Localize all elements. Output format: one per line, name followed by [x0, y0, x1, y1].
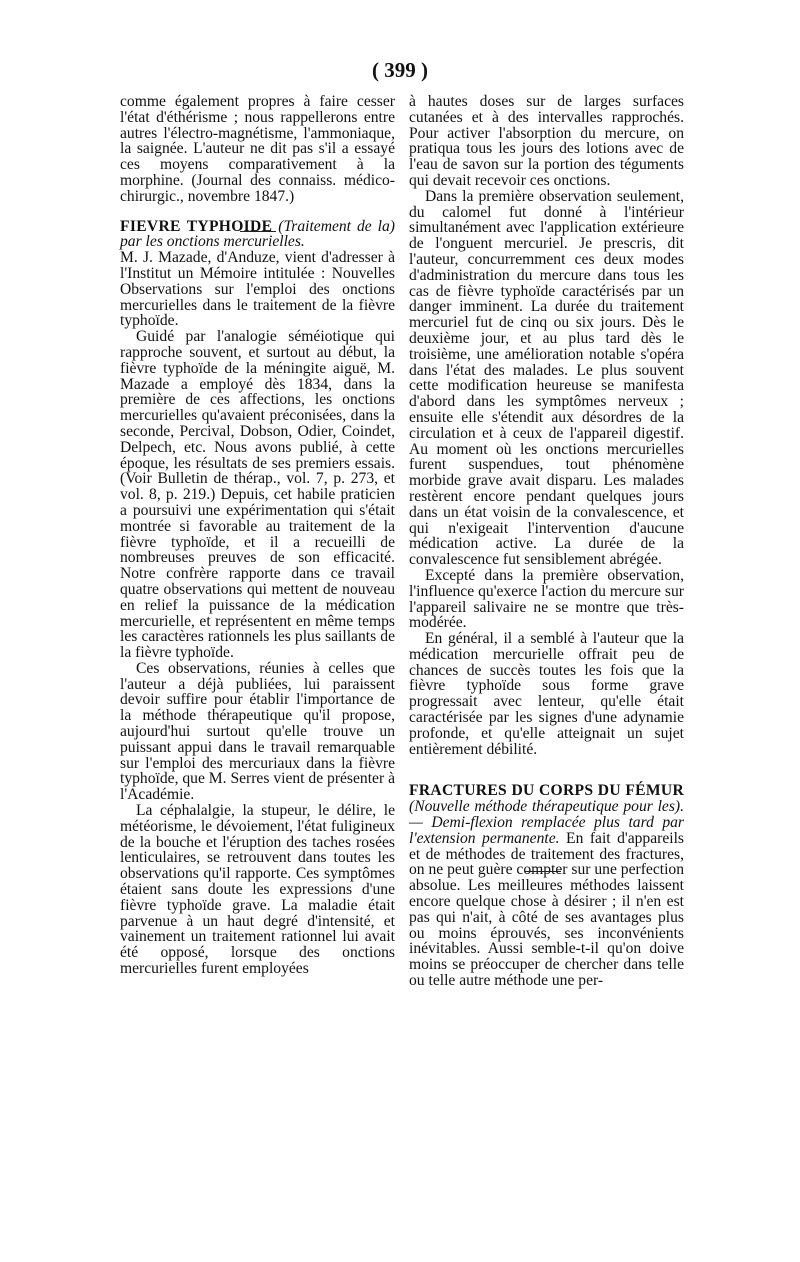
article-subtitle: (Nouvelle méthode thérapeutique pour les). — Demi-flexion remplacée plus tard par l'extension permanente.	[409, 798, 684, 847]
right-column	[409, 94, 684, 989]
body-paragraph: Guidé par l'analogie séméiotique qui rapproche souvent, et surtout au début, la fièvre typhoïde de la méningite aiguë, M. Mazade a employé dès 1834, dans la première de ces affections, les onctions mercurielles qu'avaient préconisées, dans la seconde, Percival, Dobson, Odier, Coindet, Delpech, etc. Nous avons publié, à cette époque, les résultats de ses premiers essais. (Voir Bulletin de thérap., vol. 7, p. 273, et vol. 8, p. 219.) Depuis, cet habile praticien a poursuivi une expérimentation qui s'était montrée si favorable au traitement de la fièvre typhoïde, et il a recueilli de nombreuses preuves de son efficacité. Notre confrère rapporte dans ce travail quatre observations qui mettent de nouveau en relief la puissance de la médication mercurielle, et représentent en même temps les caractères rationnels les plus saillants de la fièvre typhoïde.	[120, 328, 395, 662]
continuation-paragraph: comme également propres à faire cesser l'état d'éthérisme ; nous rappellerons entre autres l'électro-magnétisme, l'ammoniaque, la saignée. L'auteur ne dit pas s'il a essayé ces moyens comparativement à la morphine. (Journal des connaiss. médico-chirurgic., novembre 1847.)	[120, 93, 395, 205]
body-paragraph: à hautes doses sur de larges surfaces cutanées et à des intervalles rapprochés. Pour activer l'absorption du mercure, on pratiqua tous les jours des lotions avec de l'eau de savon sur la portion des téguments qui devait recevoir ces onctions.	[409, 93, 684, 189]
body-paragraph: En général, il a semblé à l'auteur que la médication mercurielle offrait peu de chances de succès toutes les fois que la fièvre typhoïde sous forme grave progressait avec lenteur, qu'elle était caractérisée par les signes d'une adynamie profonde, et qu'elle atteignait un sujet entièrement débilité.	[409, 630, 684, 758]
article-heading-fievre-typhoide	[120, 219, 395, 251]
body-paragraph: En fait d'appareils et de méthodes de traitement des fractures, on ne peut guère compter sur une perfection absolue. Les meilleures méthodes laissent encore quelque chose à désirer ; il n'en est pas qui n'ait, à côté de ses avantages plus ou moins éprouvés, ses inconvénients inévitables. Aussi semble-t-il qu'on doive moins se préoccuper de chercher dans telle ou telle autre méthode une per-	[409, 829, 684, 990]
section-divider	[525, 871, 561, 872]
body-paragraph: Dans la première observation seulement, du calomel fut donné à l'intérieur simultanément avec l'application extérieure de l'onguent mercuriel. Je prescris, dit l'auteur, concurremment ces deux modes d'administration du mercure dans tous les cas de fièvre typhoïde caractérisés par un danger imminent. La durée du traitement mercuriel fut de cinq ou six jours. Dès le deuxième jour, et au plus tard dès le troisième, une amélioration notable s'opéra dans l'état des malades. Le plus souvent cette modification heureuse se manifesta d'abord dans les symptômes nerveux ; ensuite elle s'étendit aux désordres de la circulation et à ceux de l'appareil digestif. Au moment où les onctions mercurielles furent suspendues, tout phénomène morbide grave avait disparu. Les malades restèrent encore pendant quelques jours dans un état voisin de la convalescence, et qui n'exigeait l'intervention d'aucune médication active. La durée de la convalescence fut sensiblement abrégée.	[409, 187, 684, 569]
body-paragraph: Ces observations, réunies à celles que l'auteur a déjà publiées, lui paraissent devoir suffire pour établir l'importance de la méthode thérapeutique qu'il propose, aujourd'hui surtout qu'elle trouve un puissant appui dans le travail remarquable sur l'emploi des mercuriaux dans la fièvre typhoïde, que M. Serres vient de présenter à l'Académie.	[120, 659, 395, 804]
page-number: ( 399 )	[372, 58, 428, 82]
article-subtitle: (Traitement de la) par les onctions mercurielles.	[120, 217, 395, 251]
body-paragraph: Excepté dans la première observation, l'influence qu'exerce l'action du mercure sur l'appareil salivaire ne se montre que très-modérée.	[409, 566, 684, 632]
body-paragraph: M. J. Mazade, d'Anduze, vient d'adresser à l'Institut un Mémoire intitulée : Nouvelles Observations sur l'emploi des onctions mercurielles dans le traitement de la fièvre typhoïde.	[120, 249, 395, 330]
article-title: FRACTURES DU CORPS DU FÉMUR	[409, 782, 684, 800]
section-divider	[240, 231, 276, 232]
article-title: FIEVRE TYPHOIDE	[120, 217, 273, 235]
body-paragraph: La céphalalgie, la stupeur, le délire, le météorisme, le dévoiement, l'état fuligineux de la bouche et l'éruption des taches rosées lenticulaires, se retrouvent dans toutes les observations qu'il rapporte. Ces symptômes étaient sans doute les expressions d'une fièvre typhoïde grave. La maladie était parvenue à un haut degré d'intensité, et vainement un traitement rationnel lui avait été opposé, lorsque des onctions mercurielles furent employées	[120, 802, 395, 978]
left-column	[120, 94, 395, 977]
article-heading-fractures	[409, 783, 684, 988]
